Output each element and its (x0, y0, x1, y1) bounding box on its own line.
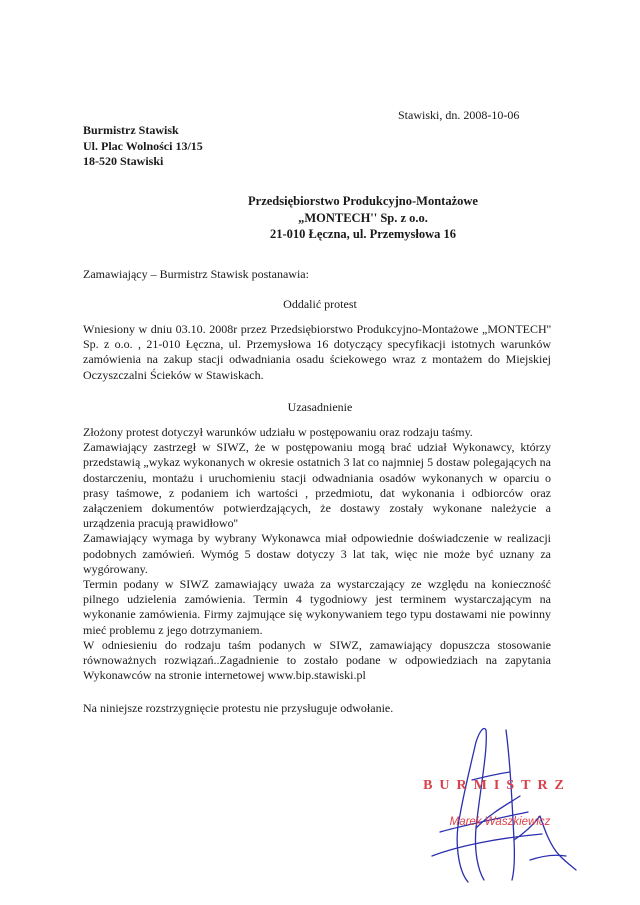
intro-line: Zamawiający – Burmistrz Stawisk postanawia: (83, 267, 309, 281)
justification-paragraph: Złożony protest dotyczył warunków udziału w postępowaniu oraz rodzaju taśmy. (83, 425, 473, 439)
final-note: Na niniejsze rozstrzygnięcie protestu nie przysługuje odwołanie. (83, 701, 394, 715)
protest-paragraph: Wniesiony w dniu 03.10. 2008r przez Przedsiębiorstwo Produkcyjno-Montażowe „MONTECH'' Sp. z o.o. , 21-010 Łęczna, ul. Przemysłowa 16 dotyczący specyfikacji istotnych warunków zamówienia na zakup stacji odwadniania osadu ściekowego wraz z montażem do Miejskiej Oczyszczalni Ścieków w Stawiskach. (83, 322, 551, 382)
stamp-name: Marek Waszkiewicz (449, 816, 551, 828)
recipient-city: 21-010 Łęczna, ul. Przemysłowa 16 (269, 227, 457, 241)
recipient-company-name: „MONTECH'' Sp. z o.o. (298, 210, 428, 225)
justification-body (83, 425, 551, 683)
sender-address (83, 123, 203, 170)
recipient-company: Przedsiębiorstwo Produkcyjno-Montażowe (248, 194, 478, 208)
justification-paragraph: Termin podany w SIWZ zamawiający uważa za wystarczający ze względu na konieczność pilnego udzielenia zamówienia. Termin 4 tygodniowy jest terminem wystarczającym na wykonanie zamówienia. Firmy zajmujące się wykonywaniem tego typu dostawami nie powinny mieć problemu z jego dotrzymaniem. (83, 577, 551, 637)
sender-street: Ul. Plac Wolności 13/15 (83, 138, 203, 153)
recipient-address (238, 193, 488, 243)
justification-paragraph: W odniesieniu do rodzaju taśm podanych w SIWZ, zamawiający dopuszcza stosowanie równoważnych rozwiązań..Zagadnienie to zostało podane w odpowiedziach na zapytania Wykonawców na stronie internetowej www.bip.stawiski.pl (83, 637, 551, 683)
decision-heading: Oddalić protest (283, 297, 357, 311)
justification-paragraph: Zamawiający zastrzegł w SIWZ, że w postępowaniu mogą brać udział Wykonawcy, którzy przedstawią „wykaz wykonanych w okresie ostatnich 3 lat co najmniej 5 dostaw polegających na dostarczeniu, montażu i uruchomieniu stacji odwadniania osadów wykonanych w oparciu o prasy taśmowe, z podaniem ich wartości , przedmiotu, dat wykonania i odbiorców oraz załączeniem dokumentów potwierdzających, że dostawy zostały wykonane należycie a urządzenia pracują prawidłowo'' (83, 440, 551, 531)
signature-image (410, 720, 580, 890)
sender-name: Burmistrz Stawisk (83, 123, 179, 137)
sender-city: 18-520 Stawiski (83, 154, 164, 168)
justification-heading: Uzasadnienie (287, 400, 353, 414)
stamp-title: BURMISTRZ (423, 778, 571, 793)
justification-paragraph: Zamawiający wymaga by wybrany Wykonawca miał odpowiednie doświadczenie w realizacji podobnych zamówień. Wymóg 5 dostaw dotyczy 3 lat tak, więc nie może być uznany za wygórowany. (83, 531, 551, 576)
signature-strokes (432, 729, 576, 883)
date-line: Stawiski, dn. 2008-10-06 (398, 108, 520, 122)
